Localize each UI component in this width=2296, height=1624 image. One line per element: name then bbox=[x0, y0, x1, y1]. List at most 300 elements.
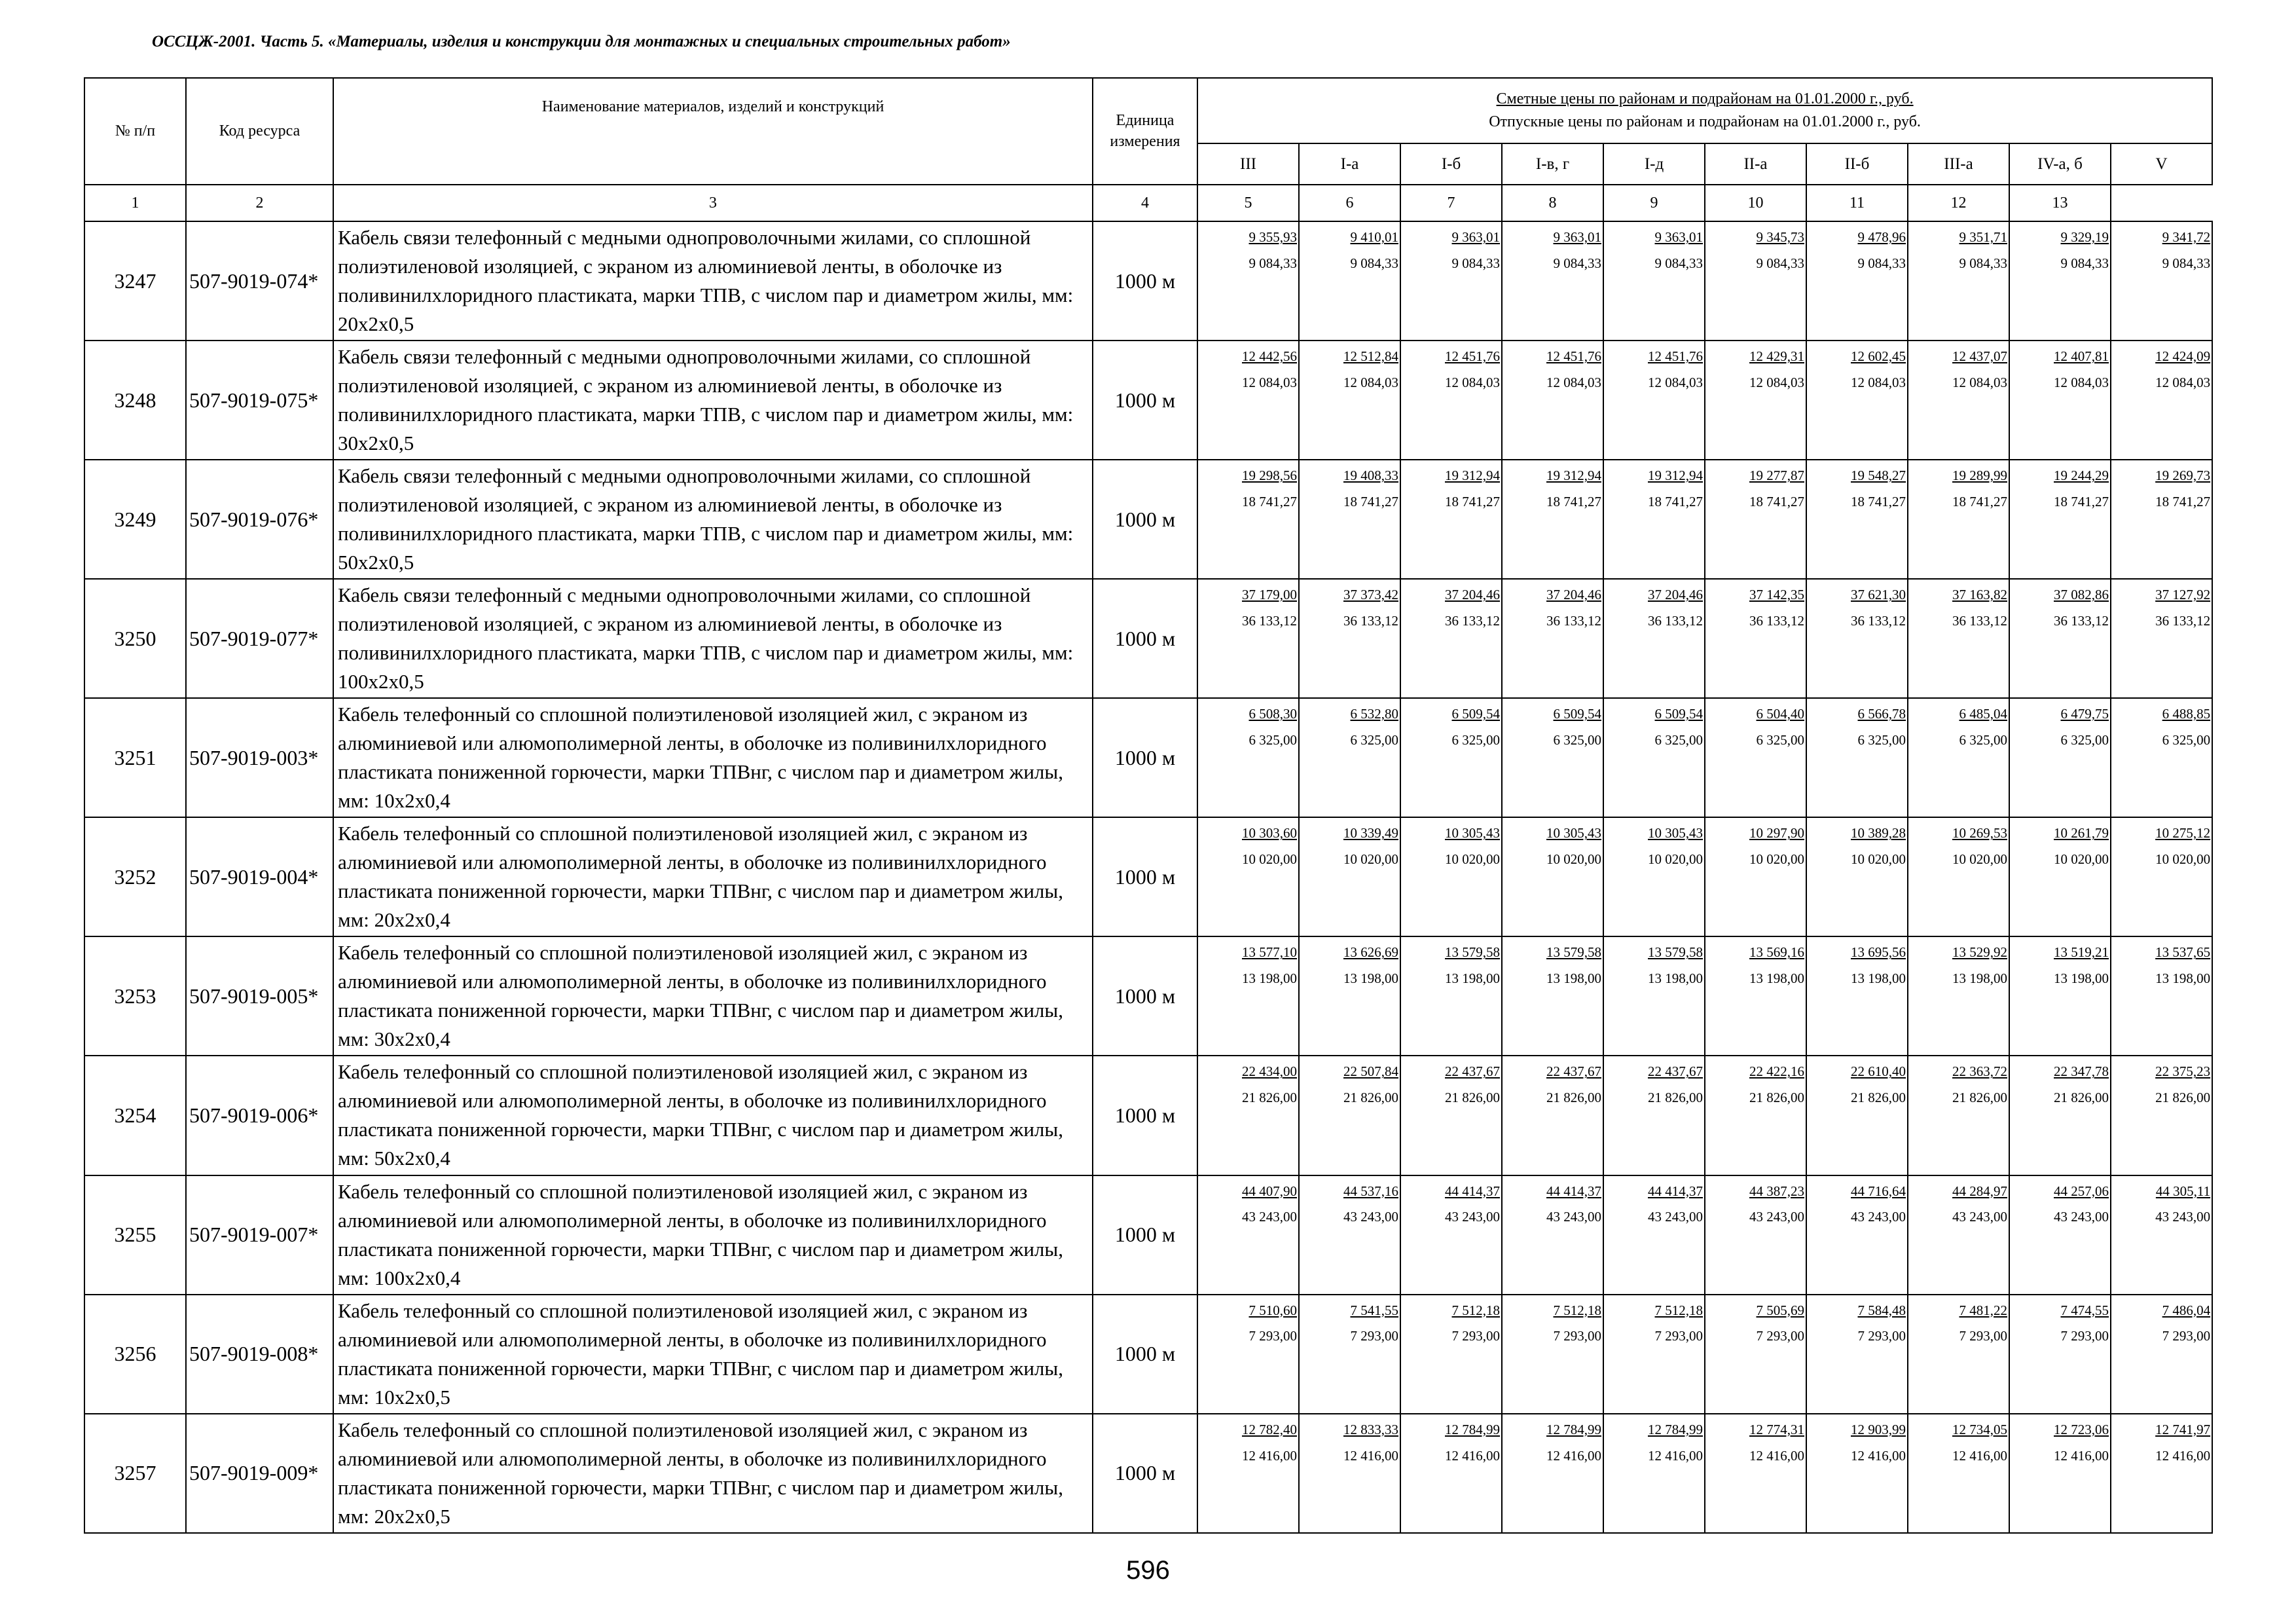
release-price: 43 243,00 bbox=[1749, 1209, 1804, 1225]
release-price: 6 325,00 bbox=[1756, 732, 1804, 748]
estimate-price: 12 774,31 bbox=[1749, 1421, 1804, 1437]
price-cell bbox=[1299, 936, 1400, 1056]
price-cell bbox=[1400, 1414, 1502, 1533]
release-price: 36 133,12 bbox=[1648, 613, 1703, 629]
price-cell bbox=[1908, 1056, 2009, 1175]
estimate-price: 12 429,31 bbox=[1749, 348, 1804, 365]
price-cell bbox=[1806, 936, 1908, 1056]
price-cell bbox=[1299, 1414, 1400, 1533]
header-estimate-prices: Сметные цены по районам и подрайонам на 01.01.2000 г., руб. bbox=[1496, 90, 1914, 108]
region-header: V bbox=[2111, 143, 2212, 185]
estimate-price: 22 507,84 bbox=[1343, 1063, 1398, 1080]
estimate-price: 7 474,55 bbox=[2060, 1302, 2109, 1318]
estimate-price: 7 510,60 bbox=[1248, 1302, 1297, 1318]
price-cell bbox=[1502, 1175, 1603, 1295]
estimate-price: 12 602,45 bbox=[1851, 348, 1906, 365]
price-cell bbox=[1197, 817, 1299, 936]
resource-code: 507-9019-075* bbox=[186, 341, 333, 460]
release-price: 10 020,00 bbox=[1445, 851, 1500, 868]
estimate-price: 13 519,21 bbox=[2054, 944, 2109, 961]
release-price: 10 020,00 bbox=[1749, 851, 1804, 868]
price-cell bbox=[2009, 1056, 2111, 1175]
price-cell bbox=[1603, 1295, 1705, 1414]
release-price: 43 243,00 bbox=[1242, 1209, 1297, 1225]
estimate-price: 9 478,96 bbox=[1857, 229, 1906, 245]
estimate-price: 10 305,43 bbox=[1648, 825, 1703, 841]
release-price: 43 243,00 bbox=[1851, 1209, 1906, 1225]
estimate-price: 13 579,58 bbox=[1648, 944, 1703, 961]
column-number: 7 bbox=[1400, 185, 1502, 221]
release-price: 12 084,03 bbox=[1242, 374, 1297, 390]
release-price: 7 293,00 bbox=[1350, 1328, 1398, 1344]
release-price: 10 020,00 bbox=[1648, 851, 1703, 868]
release-price: 12 416,00 bbox=[1242, 1447, 1297, 1464]
row-number: 3252 bbox=[84, 817, 186, 936]
region-header: I-д bbox=[1603, 143, 1705, 185]
price-cell bbox=[1908, 1295, 2009, 1414]
region-header: I-б bbox=[1400, 143, 1502, 185]
price-cell bbox=[1400, 817, 1502, 936]
price-cell bbox=[1299, 579, 1400, 698]
price-cell bbox=[2009, 936, 2111, 1056]
estimate-price: 6 566,78 bbox=[1857, 706, 1906, 722]
column-number: 13 bbox=[2009, 185, 2111, 221]
price-cell bbox=[1299, 1295, 1400, 1414]
release-price: 13 198,00 bbox=[1343, 970, 1398, 987]
release-price: 43 243,00 bbox=[1952, 1209, 2007, 1225]
estimate-price: 9 351,71 bbox=[1959, 229, 2007, 245]
price-cell bbox=[1806, 460, 1908, 579]
estimate-price: 13 579,58 bbox=[1546, 944, 1601, 961]
price-cell bbox=[2009, 579, 2111, 698]
release-price: 43 243,00 bbox=[1648, 1209, 1703, 1225]
estimate-price: 10 269,53 bbox=[1952, 825, 2007, 841]
row-number: 3253 bbox=[84, 936, 186, 1056]
release-price: 36 133,12 bbox=[1445, 613, 1500, 629]
header-release-prices: Отпускные цены по районам и подрайонам на 01.01.2000 г., руб. bbox=[1489, 113, 1921, 130]
estimate-price: 37 179,00 bbox=[1242, 587, 1297, 603]
estimate-price: 10 297,90 bbox=[1749, 825, 1804, 841]
estimate-price: 19 312,94 bbox=[1546, 468, 1601, 484]
material-description: Кабель телефонный со сплошной полиэтиленовой изоляцией жил, с экраном из алюминиевой или алюмополимерной ленты, в оболочке из поливинилхлоридного пластиката пониженной горючести, марки ТПВнг, с числом пар и диаметром жилы, мм: 20х2х0,4 bbox=[333, 817, 1093, 936]
price-cell bbox=[1197, 936, 1299, 1056]
release-price: 7 293,00 bbox=[1756, 1328, 1804, 1344]
measurement-unit: 1000 м bbox=[1093, 1056, 1197, 1175]
release-price: 36 133,12 bbox=[1952, 613, 2007, 629]
release-price: 7 293,00 bbox=[1654, 1328, 1703, 1344]
price-cell bbox=[1806, 579, 1908, 698]
estimate-price: 19 244,29 bbox=[2054, 468, 2109, 484]
region-header: III bbox=[1197, 143, 1299, 185]
release-price: 12 084,03 bbox=[1749, 374, 1804, 390]
estimate-price: 12 723,06 bbox=[2054, 1421, 2109, 1437]
release-price: 7 293,00 bbox=[2162, 1328, 2211, 1344]
resource-code: 507-9019-006* bbox=[186, 1056, 333, 1175]
release-price: 13 198,00 bbox=[1749, 970, 1804, 987]
release-price: 36 133,12 bbox=[1242, 613, 1297, 629]
measurement-unit: 1000 м bbox=[1093, 221, 1197, 341]
price-cell bbox=[1603, 1056, 1705, 1175]
estimate-price: 22 422,16 bbox=[1749, 1063, 1804, 1080]
price-cell bbox=[1806, 1056, 1908, 1175]
price-cell bbox=[1197, 460, 1299, 579]
estimate-price: 12 784,99 bbox=[1445, 1421, 1500, 1437]
material-description: Кабель телефонный со сплошной полиэтиленовой изоляцией жил, с экраном из алюминиевой или алюмополимерной ленты, в оболочке из поливинилхлоридного пластиката пониженной горючести, марки ТПВнг, с числом пар и диаметром жилы, мм: 20х2х0,5 bbox=[333, 1414, 1093, 1533]
estimate-price: 9 363,01 bbox=[1654, 229, 1703, 245]
price-cell bbox=[2111, 221, 2212, 341]
estimate-price: 7 505,69 bbox=[1756, 1302, 1804, 1318]
material-description: Кабель телефонный со сплошной полиэтиленовой изоляцией жил, с экраном из алюминиевой или алюмополимерной ленты, в оболочке из поливинилхлоридного пластиката пониженной горючести, марки ТПВнг, с числом пар и диаметром жилы, мм: 10х2х0,5 bbox=[333, 1295, 1093, 1414]
column-number: 1 bbox=[84, 185, 186, 221]
estimate-price: 12 437,07 bbox=[1952, 348, 2007, 365]
region-header: II-б bbox=[1806, 143, 1908, 185]
price-cell bbox=[1299, 698, 1400, 817]
column-number: 6 bbox=[1299, 185, 1400, 221]
material-description: Кабель телефонный со сплошной полиэтиленовой изоляцией жил, с экраном из алюминиевой или алюмополимерной ленты, в оболочке из поливинилхлоридного пластиката пониженной горючести, марки ТПВнг, с числом пар и диаметром жилы, мм: 100х2х0,4 bbox=[333, 1175, 1093, 1295]
table-row bbox=[84, 936, 2212, 1056]
header-code: Код ресурса bbox=[186, 78, 333, 185]
release-price: 6 325,00 bbox=[1350, 732, 1398, 748]
estimate-price: 10 305,43 bbox=[1546, 825, 1601, 841]
release-price: 7 293,00 bbox=[1553, 1328, 1601, 1344]
release-price: 43 243,00 bbox=[1343, 1209, 1398, 1225]
table-row bbox=[84, 221, 2212, 341]
estimate-price: 44 414,37 bbox=[1546, 1183, 1601, 1199]
release-price: 21 826,00 bbox=[1343, 1090, 1398, 1106]
resource-code: 507-9019-003* bbox=[186, 698, 333, 817]
price-cell bbox=[1908, 698, 2009, 817]
measurement-unit: 1000 м bbox=[1093, 1295, 1197, 1414]
release-price: 10 020,00 bbox=[1952, 851, 2007, 868]
resource-code: 507-9019-076* bbox=[186, 460, 333, 579]
price-cell bbox=[2111, 1295, 2212, 1414]
estimate-price: 9 341,72 bbox=[2162, 229, 2211, 245]
price-cell bbox=[1908, 817, 2009, 936]
estimate-price: 13 626,69 bbox=[1343, 944, 1398, 961]
release-price: 13 198,00 bbox=[1242, 970, 1297, 987]
region-header: I-а bbox=[1299, 143, 1400, 185]
release-price: 6 325,00 bbox=[1654, 732, 1703, 748]
price-cell bbox=[1705, 221, 1806, 341]
price-cell bbox=[1603, 579, 1705, 698]
price-cell bbox=[2009, 1414, 2111, 1533]
release-price: 12 416,00 bbox=[1851, 1447, 1906, 1464]
price-cell bbox=[1400, 1295, 1502, 1414]
price-cell bbox=[1908, 221, 2009, 341]
estimate-price: 13 537,65 bbox=[2155, 944, 2211, 961]
price-cell bbox=[1705, 341, 1806, 460]
price-cell bbox=[1400, 221, 1502, 341]
estimate-price: 19 269,73 bbox=[2155, 468, 2211, 484]
price-cell bbox=[1400, 1175, 1502, 1295]
release-price: 6 325,00 bbox=[1451, 732, 1500, 748]
estimate-price: 6 508,30 bbox=[1248, 706, 1297, 722]
price-cell bbox=[2111, 817, 2212, 936]
price-cell bbox=[1197, 341, 1299, 460]
measurement-unit: 1000 м bbox=[1093, 817, 1197, 936]
estimate-price: 6 479,75 bbox=[2060, 706, 2109, 722]
resource-code: 507-9019-009* bbox=[186, 1414, 333, 1533]
row-number: 3249 bbox=[84, 460, 186, 579]
price-cell bbox=[1603, 817, 1705, 936]
estimate-price: 19 289,99 bbox=[1952, 468, 2007, 484]
release-price: 36 133,12 bbox=[2155, 613, 2211, 629]
price-cell bbox=[1806, 817, 1908, 936]
release-price: 12 416,00 bbox=[1749, 1447, 1804, 1464]
column-number: 3 bbox=[333, 185, 1093, 221]
estimate-price: 44 414,37 bbox=[1648, 1183, 1703, 1199]
measurement-unit: 1000 м bbox=[1093, 579, 1197, 698]
price-cell bbox=[1603, 221, 1705, 341]
estimate-price: 44 305,11 bbox=[2155, 1183, 2211, 1199]
header-num: № п/п bbox=[84, 78, 186, 185]
estimate-price: 19 408,33 bbox=[1343, 468, 1398, 484]
estimate-price: 7 486,04 bbox=[2162, 1302, 2211, 1318]
estimate-price: 7 512,18 bbox=[1654, 1302, 1703, 1318]
estimate-price: 6 488,85 bbox=[2162, 706, 2211, 722]
header-unit: Единица измерения bbox=[1093, 78, 1197, 185]
price-cell bbox=[1299, 341, 1400, 460]
release-price: 21 826,00 bbox=[1546, 1090, 1601, 1106]
release-price: 12 416,00 bbox=[1648, 1447, 1703, 1464]
estimate-price: 22 437,67 bbox=[1546, 1063, 1601, 1080]
estimate-price: 6 509,54 bbox=[1654, 706, 1703, 722]
release-price: 36 133,12 bbox=[2054, 613, 2109, 629]
measurement-unit: 1000 м bbox=[1093, 1414, 1197, 1533]
price-cell bbox=[2111, 460, 2212, 579]
estimate-price: 44 716,64 bbox=[1851, 1183, 1906, 1199]
price-cell bbox=[1197, 1414, 1299, 1533]
row-number: 3257 bbox=[84, 1414, 186, 1533]
price-cell bbox=[1400, 936, 1502, 1056]
price-cell bbox=[1908, 579, 2009, 698]
price-cell bbox=[1603, 341, 1705, 460]
row-number: 3250 bbox=[84, 579, 186, 698]
resource-code: 507-9019-004* bbox=[186, 817, 333, 936]
estimate-price: 44 257,06 bbox=[2054, 1183, 2109, 1199]
estimate-price: 22 375,23 bbox=[2155, 1063, 2211, 1080]
price-cell bbox=[1400, 698, 1502, 817]
price-cell bbox=[2111, 1414, 2212, 1533]
measurement-unit: 1000 м bbox=[1093, 1175, 1197, 1295]
estimate-price: 12 451,76 bbox=[1445, 348, 1500, 365]
estimate-price: 19 298,56 bbox=[1242, 468, 1297, 484]
price-cell bbox=[1299, 460, 1400, 579]
price-cell bbox=[1908, 1414, 2009, 1533]
table-row bbox=[84, 698, 2212, 817]
release-price: 21 826,00 bbox=[1242, 1090, 1297, 1106]
release-price: 12 416,00 bbox=[1445, 1447, 1500, 1464]
release-price: 13 198,00 bbox=[1952, 970, 2007, 987]
estimate-price: 22 434,00 bbox=[1242, 1063, 1297, 1080]
header-prices bbox=[1197, 78, 2212, 143]
release-price: 9 084,33 bbox=[2162, 255, 2211, 271]
release-price: 12 416,00 bbox=[2155, 1447, 2211, 1464]
table-row bbox=[84, 1056, 2212, 1175]
estimate-price: 10 261,79 bbox=[2054, 825, 2109, 841]
row-number: 3251 bbox=[84, 698, 186, 817]
estimate-price: 10 275,12 bbox=[2155, 825, 2211, 841]
price-cell bbox=[1806, 341, 1908, 460]
column-number: 10 bbox=[1705, 185, 1806, 221]
price-cell bbox=[2009, 1175, 2111, 1295]
price-cell bbox=[1502, 1056, 1603, 1175]
release-price: 6 325,00 bbox=[1857, 732, 1906, 748]
price-cell bbox=[1806, 1175, 1908, 1295]
region-header: II-а bbox=[1705, 143, 1806, 185]
price-cell bbox=[1197, 1175, 1299, 1295]
price-cell bbox=[1705, 1414, 1806, 1533]
release-price: 13 198,00 bbox=[1445, 970, 1500, 987]
release-price: 12 084,03 bbox=[2155, 374, 2211, 390]
price-cell bbox=[1299, 1056, 1400, 1175]
price-cell bbox=[2009, 698, 2111, 817]
measurement-unit: 1000 м bbox=[1093, 460, 1197, 579]
price-cell bbox=[1806, 221, 1908, 341]
price-cell bbox=[2009, 221, 2111, 341]
estimate-price: 44 387,23 bbox=[1749, 1183, 1804, 1199]
release-price: 6 325,00 bbox=[2060, 732, 2109, 748]
release-price: 7 293,00 bbox=[1451, 1328, 1500, 1344]
measurement-unit: 1000 м bbox=[1093, 698, 1197, 817]
estimate-price: 13 695,56 bbox=[1851, 944, 1906, 961]
estimate-price: 9 363,01 bbox=[1553, 229, 1601, 245]
estimate-price: 7 512,18 bbox=[1451, 1302, 1500, 1318]
estimate-price: 22 363,72 bbox=[1952, 1063, 2007, 1080]
price-cell bbox=[1502, 341, 1603, 460]
price-cell bbox=[1908, 1175, 2009, 1295]
estimate-price: 44 537,16 bbox=[1343, 1183, 1398, 1199]
measurement-unit: 1000 м bbox=[1093, 341, 1197, 460]
estimate-price: 9 345,73 bbox=[1756, 229, 1804, 245]
price-cell bbox=[2111, 936, 2212, 1056]
release-price: 21 826,00 bbox=[1851, 1090, 1906, 1106]
estimate-price: 44 414,37 bbox=[1445, 1183, 1500, 1199]
price-cell bbox=[1502, 817, 1603, 936]
estimate-price: 22 437,67 bbox=[1445, 1063, 1500, 1080]
estimate-price: 12 833,33 bbox=[1343, 1421, 1398, 1437]
release-price: 18 741,27 bbox=[1445, 494, 1500, 510]
release-price: 12 416,00 bbox=[2054, 1447, 2109, 1464]
estimate-price: 37 142,35 bbox=[1749, 587, 1804, 603]
estimate-price: 13 529,92 bbox=[1952, 944, 2007, 961]
material-description: Кабель связи телефонный с медными однопроволочными жилами, со сплошной полиэтиленовой изоляцией, с экраном из алюминиевой ленты, в оболочке из поливинилхлоридного пластиката, марки ТПВ, с числом пар и диаметром жилы, мм: 20х2х0,5 bbox=[333, 221, 1093, 341]
estimate-price: 37 204,46 bbox=[1546, 587, 1601, 603]
table-row bbox=[84, 1295, 2212, 1414]
release-price: 9 084,33 bbox=[1350, 255, 1398, 271]
estimate-price: 10 303,60 bbox=[1242, 825, 1297, 841]
price-cell bbox=[2111, 579, 2212, 698]
release-price: 36 133,12 bbox=[1749, 613, 1804, 629]
release-price: 9 084,33 bbox=[1553, 255, 1601, 271]
price-cell bbox=[1603, 1414, 1705, 1533]
resource-code: 507-9019-005* bbox=[186, 936, 333, 1056]
estimate-price: 13 569,16 bbox=[1749, 944, 1804, 961]
column-number: 4 bbox=[1093, 185, 1197, 221]
price-cell bbox=[1502, 1414, 1603, 1533]
estimate-price: 9 329,19 bbox=[2060, 229, 2109, 245]
header-name: Наименование материалов, изделий и конструкций bbox=[333, 78, 1093, 185]
price-cell bbox=[1502, 698, 1603, 817]
estimate-price: 7 512,18 bbox=[1553, 1302, 1601, 1318]
release-price: 43 243,00 bbox=[2054, 1209, 2109, 1225]
release-price: 12 084,03 bbox=[1952, 374, 2007, 390]
release-price: 13 198,00 bbox=[1648, 970, 1703, 987]
release-price: 18 741,27 bbox=[1952, 494, 2007, 510]
estimate-price: 12 741,97 bbox=[2155, 1421, 2211, 1437]
release-price: 10 020,00 bbox=[2054, 851, 2109, 868]
estimate-price: 12 734,05 bbox=[1952, 1421, 2007, 1437]
resource-code: 507-9019-008* bbox=[186, 1295, 333, 1414]
price-cell bbox=[1603, 698, 1705, 817]
region-header: IV-а, б bbox=[2009, 143, 2111, 185]
release-price: 13 198,00 bbox=[2155, 970, 2211, 987]
estimate-price: 7 584,48 bbox=[1857, 1302, 1906, 1318]
estimate-price: 44 284,97 bbox=[1952, 1183, 2007, 1199]
resource-code: 507-9019-077* bbox=[186, 579, 333, 698]
price-cell bbox=[1908, 460, 2009, 579]
table-row bbox=[84, 460, 2212, 579]
release-price: 21 826,00 bbox=[1648, 1090, 1703, 1106]
release-price: 12 416,00 bbox=[1952, 1447, 2007, 1464]
release-price: 43 243,00 bbox=[2155, 1209, 2211, 1225]
release-price: 9 084,33 bbox=[1857, 255, 1906, 271]
region-header: III-а bbox=[1908, 143, 2009, 185]
release-price: 21 826,00 bbox=[2155, 1090, 2211, 1106]
material-description: Кабель телефонный со сплошной полиэтиленовой изоляцией жил, с экраном из алюминиевой или алюмополимерной ленты, в оболочке из поливинилхлоридного пластиката пониженной горючести, марки ТПВнг, с числом пар и диаметром жилы, мм: 30х2х0,4 bbox=[333, 936, 1093, 1056]
release-price: 43 243,00 bbox=[1546, 1209, 1601, 1225]
price-cell bbox=[1603, 936, 1705, 1056]
price-cell bbox=[2111, 1175, 2212, 1295]
release-price: 21 826,00 bbox=[2054, 1090, 2109, 1106]
release-price: 12 416,00 bbox=[1546, 1447, 1601, 1464]
price-cell bbox=[1502, 936, 1603, 1056]
release-price: 7 293,00 bbox=[1857, 1328, 1906, 1344]
release-price: 9 084,33 bbox=[1959, 255, 2007, 271]
price-cell bbox=[1705, 698, 1806, 817]
column-number: 12 bbox=[1908, 185, 2009, 221]
release-price: 18 741,27 bbox=[2054, 494, 2109, 510]
estimate-price: 6 509,54 bbox=[1553, 706, 1601, 722]
release-price: 18 741,27 bbox=[1546, 494, 1601, 510]
estimate-price: 10 339,49 bbox=[1343, 825, 1398, 841]
price-cell bbox=[1705, 579, 1806, 698]
estimate-price: 12 782,40 bbox=[1242, 1421, 1297, 1437]
material-description: Кабель связи телефонный с медными однопроволочными жилами, со сплошной полиэтиленовой изоляцией, с экраном из алюминиевой ленты, в оболочке из поливинилхлоридного пластиката, марки ТПВ, с числом пар и диаметром жилы, мм: 30х2х0,5 bbox=[333, 341, 1093, 460]
price-cell bbox=[1705, 817, 1806, 936]
table-row bbox=[84, 1175, 2212, 1295]
release-price: 36 133,12 bbox=[1546, 613, 1601, 629]
price-cell bbox=[1400, 579, 1502, 698]
release-price: 9 084,33 bbox=[2060, 255, 2109, 271]
estimate-price: 22 437,67 bbox=[1648, 1063, 1703, 1080]
column-number: 11 bbox=[1806, 185, 1908, 221]
price-cell bbox=[1705, 460, 1806, 579]
material-description: Кабель связи телефонный с медными однопроволочными жилами, со сплошной полиэтиленовой изоляцией, с экраном из алюминиевой ленты, в оболочке из поливинилхлоридного пластиката, марки ТПВ, с числом пар и диаметром жилы, мм: 100х2х0,5 bbox=[333, 579, 1093, 698]
release-price: 18 741,27 bbox=[1242, 494, 1297, 510]
material-description: Кабель телефонный со сплошной полиэтиленовой изоляцией жил, с экраном из алюминиевой или алюмополимерной ленты, в оболочке из поливинилхлоридного пластиката пониженной горючести, марки ТПВнг, с числом пар и диаметром жилы, мм: 10х2х0,4 bbox=[333, 698, 1093, 817]
resource-code: 507-9019-074* bbox=[186, 221, 333, 341]
estimate-price: 37 204,46 bbox=[1648, 587, 1703, 603]
estimate-price: 6 485,04 bbox=[1959, 706, 2007, 722]
release-price: 18 741,27 bbox=[1343, 494, 1398, 510]
estimate-price: 9 363,01 bbox=[1451, 229, 1500, 245]
release-price: 10 020,00 bbox=[2155, 851, 2211, 868]
price-cell bbox=[2009, 460, 2111, 579]
estimate-price: 44 407,90 bbox=[1242, 1183, 1297, 1199]
estimate-price: 22 347,78 bbox=[2054, 1063, 2109, 1080]
price-cell bbox=[1705, 1295, 1806, 1414]
